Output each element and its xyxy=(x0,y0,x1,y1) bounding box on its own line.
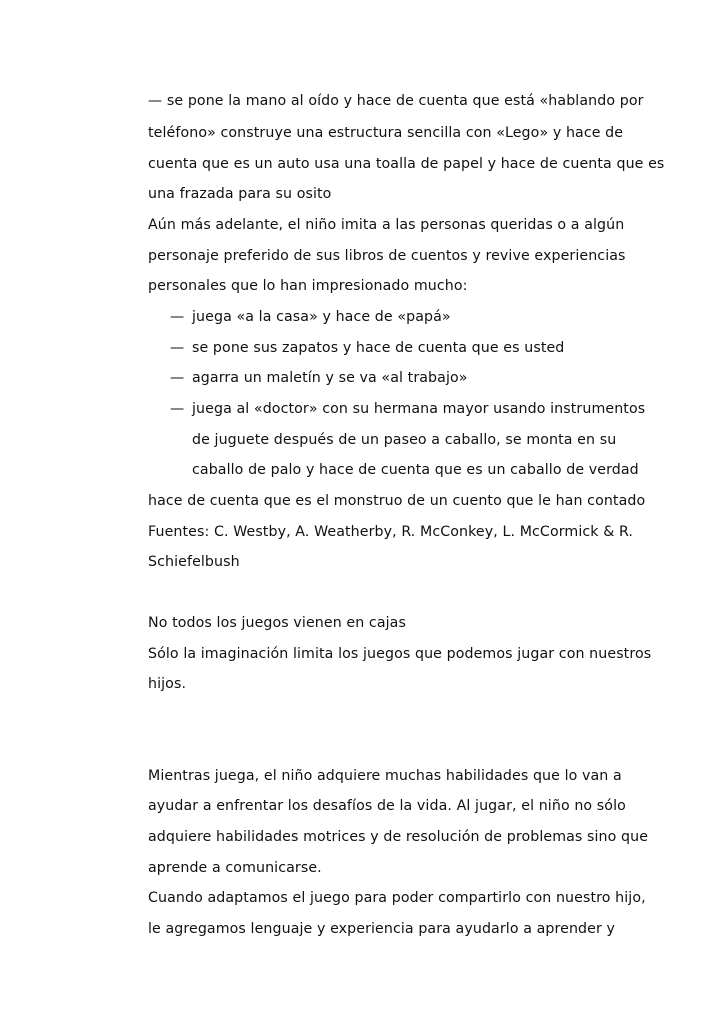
text-line: Cuando adaptamos el juego para poder compartirlo con nuestro hijo, xyxy=(148,890,646,906)
list-item: se pone sus zapatos y hace de cuenta que es usted xyxy=(192,340,565,356)
list-dash: — xyxy=(170,340,185,356)
text-line: adquiere habilidades motrices y de resolución de problemas sino que xyxy=(148,829,649,845)
text-line: una frazada para su osito xyxy=(148,186,332,202)
list-item: agarra un maletín y se va «al trabajo» xyxy=(192,370,468,386)
text-line: hace de cuenta que es el monstruo de un cuento que le han contado xyxy=(148,493,646,509)
text-line: Mientras juega, el niño adquiere muchas habilidades que lo van a xyxy=(148,768,622,784)
text-line: cuenta que es un auto usa una toalla de papel y hace de cuenta que es xyxy=(148,156,665,172)
sources-line: Schiefelbush xyxy=(148,554,240,570)
text-line: le agregamos lenguaje y experiencia para ayudarlo a aprender y xyxy=(148,921,616,937)
list-dash: — xyxy=(170,309,185,325)
sources-line: Fuentes: C. Westby, A. Weatherby, R. McConkey, L. McCormick & R. xyxy=(148,524,634,540)
text-line: aprende a comunicarse. xyxy=(148,860,322,876)
list-item-continuation: caballo de palo y hace de cuenta que es un caballo de verdad xyxy=(192,462,639,478)
text-line: teléfono» construye una estructura sencilla con «Lego» y hace de xyxy=(148,125,624,141)
text-line: hijos. xyxy=(148,676,187,692)
list-item-continuation: de juguete después de un paseo a caballo, se monta en su xyxy=(192,432,617,448)
text-line: personaje preferido de sus libros de cuentos y revive experiencias xyxy=(148,248,626,264)
heading-line: No todos los juegos vienen en cajas xyxy=(148,615,406,631)
text-line: ayudar a enfrentar los desafíos de la vida. Al jugar, el niño no sólo xyxy=(148,798,626,814)
text-line: Aún más adelante, el niño imita a las personas queridas o a algún xyxy=(148,217,625,233)
list-item: juega al «doctor» con su hermana mayor usando instrumentos xyxy=(192,401,646,417)
text-line: Sólo la imaginación limita los juegos que podemos jugar con nuestros xyxy=(148,646,652,662)
text-line: — se pone la mano al oído y hace de cuenta que está «hablando por xyxy=(148,93,644,109)
list-dash: — xyxy=(170,401,185,417)
list-dash: — xyxy=(170,370,185,386)
text-line: personales que lo han impresionado mucho: xyxy=(148,278,468,294)
list-item: juega «a la casa» y hace de «papá» xyxy=(192,309,451,325)
